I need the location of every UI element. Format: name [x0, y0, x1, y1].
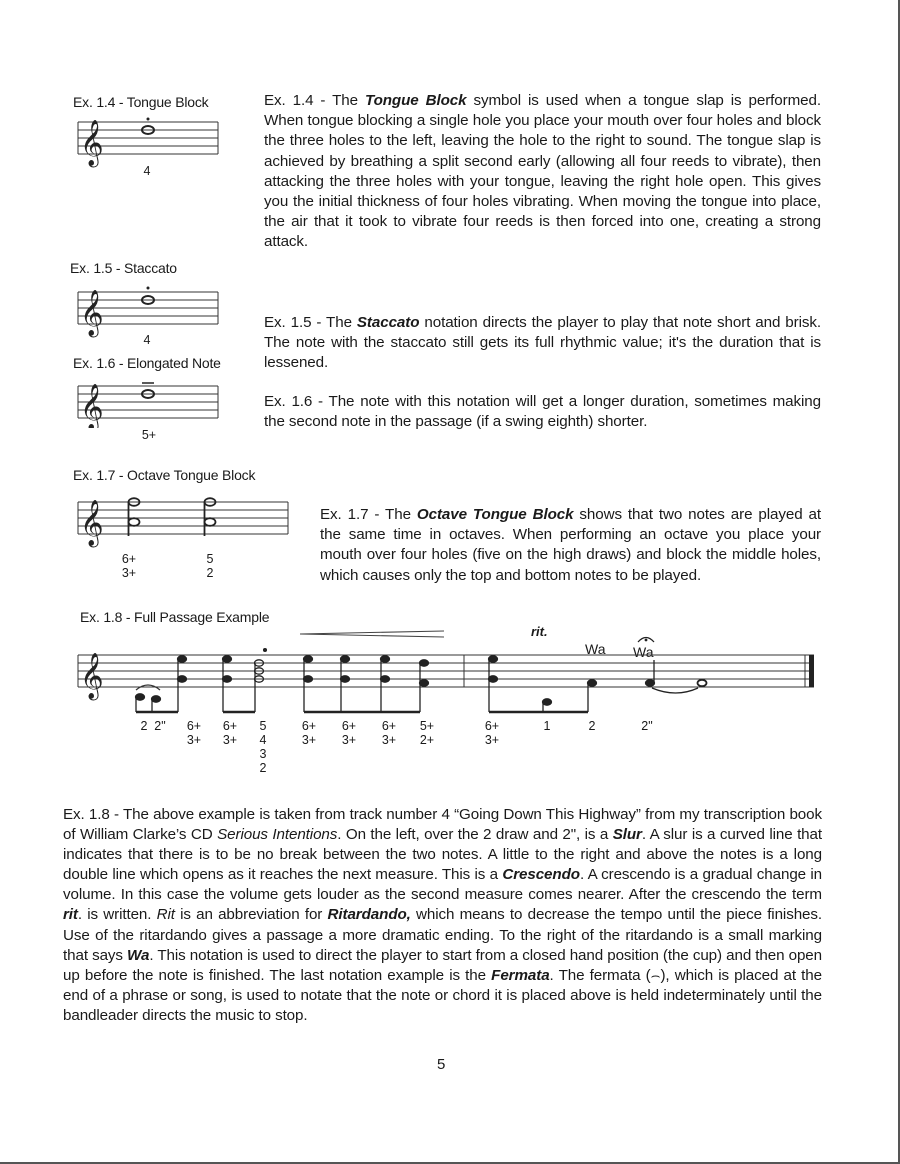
ex18-hole-5a: 5	[259, 719, 267, 733]
ex18-hole-5b: 4	[259, 733, 267, 747]
term-rit-italic: Rit	[156, 906, 175, 924]
tongue-block-dot	[147, 118, 150, 121]
ex18-hole-13: 2"	[641, 719, 653, 733]
treble-clef-icon: 𝄞	[80, 291, 104, 335]
note-group-1	[136, 656, 187, 712]
ex18-hole-5c: 3	[259, 747, 267, 761]
note-group-4	[489, 656, 597, 712]
note-group-2	[223, 649, 267, 712]
ex15-hole: 4	[143, 333, 151, 347]
treble-clef-icon: 𝄞	[80, 501, 104, 545]
ex17-staff	[72, 492, 292, 552]
ex18-hole-9b: 2+	[419, 733, 435, 747]
ex15-label: Ex. 1.5 - Staccato	[70, 260, 177, 276]
ex17-hole1-top: 6+	[121, 552, 137, 566]
ex18-hole-10a: 6+	[484, 719, 500, 733]
ex18-label: Ex. 1.8 - Full Passage Example	[80, 609, 270, 625]
ex14-label: Ex. 1.4 - Tongue Block	[73, 94, 209, 110]
ex17-paragraph	[320, 505, 821, 586]
ex14-hole: 4	[143, 164, 151, 178]
ex18-hole-4a: 6+	[222, 719, 238, 733]
ex15-staff	[72, 278, 222, 338]
expl-part: . The fermata (⌢), which is placed at the end of a phrase or song, is used to notate that the note or chord it is placed above is held indeterminately until the bandleader directs the music to stop.	[63, 966, 822, 1024]
ex18-hole-2: 2"	[154, 719, 166, 733]
expl-part: . This notation is used to direct the player to start from a closed hand position (the cup) and then open up before the note is finished. The last notation example is the	[63, 946, 822, 984]
ex18-hole-3a: 6+	[186, 719, 202, 733]
ex18-hole-6a: 6+	[301, 719, 317, 733]
octave-chord-2	[205, 498, 216, 536]
crescendo-marking	[300, 631, 444, 637]
ex18-hole-10b: 3+	[484, 733, 500, 747]
ex18-hole-12: 2	[588, 719, 596, 733]
ex15-rest: notation directs the player to play that note short and brisk. The note with the staccato still gets its full rhythmic value; it's the duration that is lessened.	[264, 314, 821, 372]
expl-part: . A crescendo is a gradual change in volume. In this case the volume gets louder as the second measure comes nearer. After the crescendo the term	[63, 866, 822, 904]
term-crescendo: Crescendo	[502, 866, 580, 884]
ex14-term: Tongue Block	[364, 92, 467, 109]
ex14-lead: Ex. 1.4 - The	[264, 92, 365, 109]
ex18-hole-3b: 3+	[186, 733, 202, 747]
expl-part: . On the left, over the 2 draw and 2", is a	[337, 826, 613, 844]
ex15-term: Staccato	[356, 314, 420, 331]
term-slur: Slur	[612, 826, 642, 844]
ex17-label: Ex. 1.7 - Octave Tongue Block	[73, 467, 256, 483]
wa-marking-1: Wa	[585, 641, 606, 657]
ex18-hole-4b: 3+	[222, 733, 238, 747]
ex16-label: Ex. 1.6 - Elongated Note	[73, 355, 221, 371]
ex17-hole2-bottom: 2	[206, 566, 214, 580]
ex18-hole-9a: 5+	[419, 719, 435, 733]
term-fermata: Fermata	[491, 966, 550, 984]
term-ritardando: Ritardando,	[327, 906, 411, 924]
ex18-hole-8b: 3+	[381, 733, 397, 747]
page-number: 5	[437, 1056, 446, 1073]
ex15-paragraph	[264, 313, 821, 374]
note-group-3	[304, 656, 429, 712]
ex17-term: Octave Tongue Block	[416, 506, 574, 523]
ex18-hole-8a: 6+	[381, 719, 397, 733]
expl-part: . A slur is a curved line that indicates that there is to be no break between the two notes. A little to the right and above the notes is a long double line which opens as it reaches the next measure. This is a	[63, 826, 822, 884]
ex18-hole-11: 1	[543, 719, 551, 733]
ex14-rest: symbol is used when a tongue slap is performed. When tongue blocking a single hole you place your mouth over four holes and block the three holes to the left, leaving the hole to the right to sound. The tongue slap is achieved by breathing a split second early (allowing all four reeds to vibrate), then attacking the three holes with your tongue, leaving the right hole open. This gives you the initial thickness of four holes vibrating. When moving the tongue into place, the air that it took to vibrate four reeds is then forced into one, creating a strong attack.	[264, 92, 821, 251]
expl-part: is an abbreviation for	[174, 906, 328, 924]
ex16-staff	[72, 372, 222, 428]
term-rit: rit	[63, 906, 78, 924]
ex18-hole-5d: 2	[259, 761, 267, 775]
ex18-hole-7b: 3+	[341, 733, 357, 747]
octave-chord-1	[129, 498, 140, 536]
staccato-dot	[147, 287, 150, 290]
ex17-rest: shows that two notes are played at the same time in octaves. When performing an octave you place your mouth over four holes (five on the high draws) and block the middle holes, which causes only the top and bottom notes to be played.	[320, 506, 821, 584]
treble-clef-icon: 𝄞	[80, 385, 104, 428]
ex14-staff	[72, 112, 222, 172]
term-wa: Wa	[127, 946, 150, 964]
ex16-hole: 5+	[141, 428, 157, 442]
ex18-staff	[72, 620, 822, 720]
ex14-paragraph	[264, 91, 821, 253]
album-title: Serious Intentions	[217, 826, 338, 844]
final-barline	[809, 655, 814, 687]
expl-part: . is written.	[77, 906, 157, 924]
expl-part: which means to decrease the tempo until the piece finishes. Use of the ritardando gives a passage a more dramatic ending. To the right of the ritardando is a small marking that says	[63, 906, 823, 964]
ex18-hole-6b: 3+	[301, 733, 317, 747]
ex16-paragraph: Ex. 1.6 - The note with this notation will get a longer duration, sometimes making the second note in the passage (if a swing eighth) shorter.	[264, 393, 821, 431]
ex17-lead: Ex. 1.7 - The	[320, 506, 417, 523]
ex18-hole-1: 2	[140, 719, 148, 733]
ex17-hole1-bottom: 3+	[121, 566, 137, 580]
ex17-hole2-top: 5	[206, 552, 214, 566]
treble-clef-icon: 𝄞	[80, 121, 104, 165]
ex18-hole-7a: 6+	[341, 719, 357, 733]
rit-marking: rit.	[531, 624, 548, 639]
wa-marking-2: Wa	[633, 644, 654, 660]
treble-clef-icon: 𝄞	[80, 654, 104, 698]
ex15-lead: Ex. 1.5 - The	[264, 314, 357, 331]
expl-part: Ex. 1.8 - The above example is taken from track number 4 “Going Down This Highway” from my transcription book of William Clarke’s CD	[63, 806, 822, 844]
final-notes	[638, 638, 707, 694]
ex18-explanation	[63, 805, 822, 1026]
